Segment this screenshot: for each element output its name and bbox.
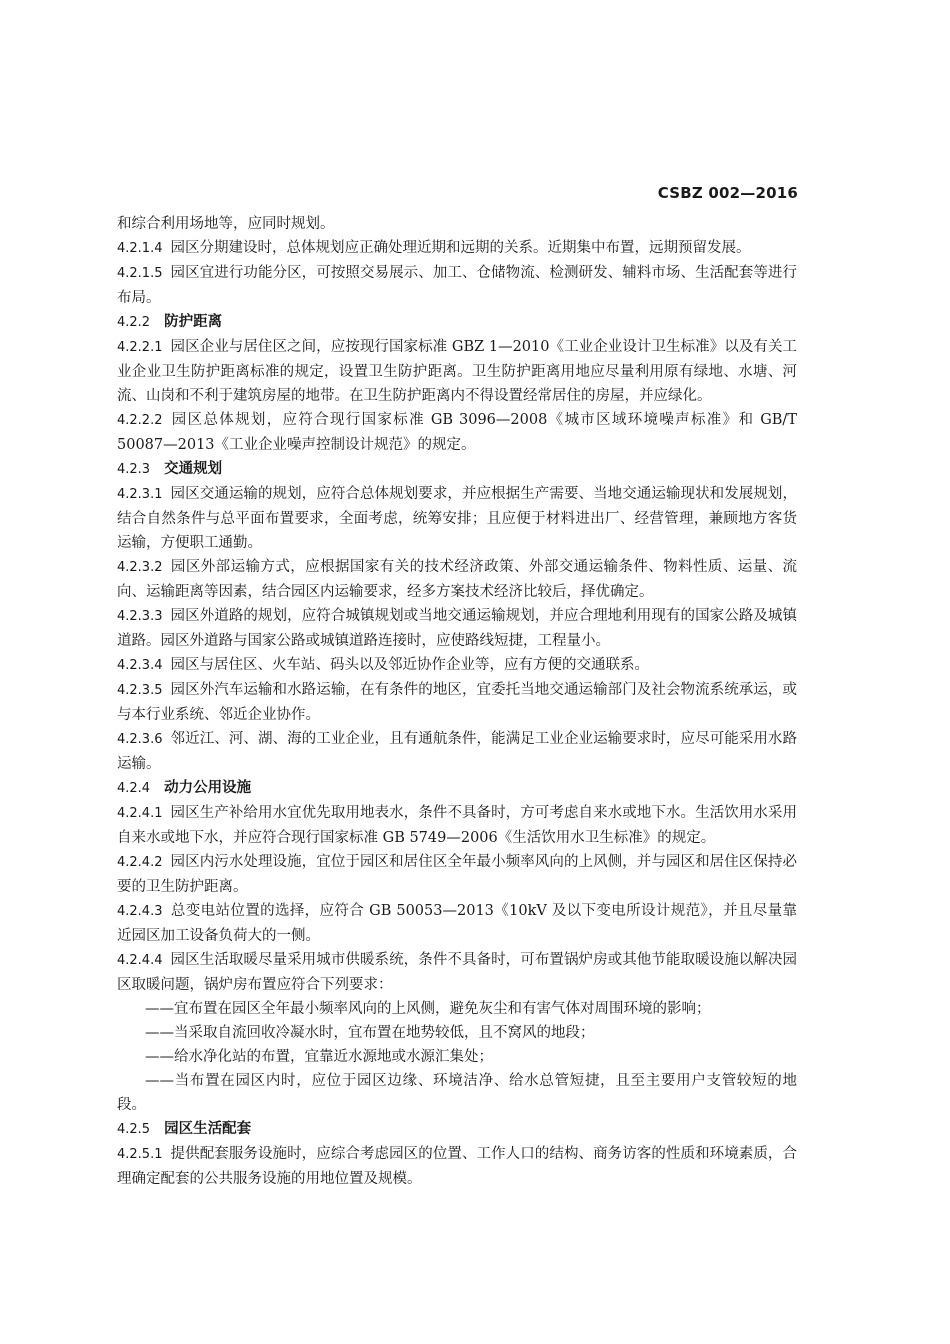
clause-text: ——给水净化站的布置，宜靠近水源地或水源汇集处；	[145, 1049, 493, 1065]
clause-number: 4.2.5	[117, 1122, 151, 1137]
clause-number: 4.2.3	[117, 462, 151, 477]
clause-number: 4.2.3.6	[117, 732, 163, 747]
clause-text: 园区生活取暖尽量采用城市供暖系统，条件不具备时，可布置锅炉房或其他节能取暖设施以解决园区取暖问题，锅炉房布置应符合下列要求：	[117, 952, 797, 993]
clause-text: 邻近江、河、湖、海的工业企业，且有通航条件，能满足工业企业运输要求时，应尽可能采用水路运输。	[117, 731, 797, 772]
clause-number: 4.2.4.4	[117, 953, 163, 968]
clause-paragraph	[117, 850, 797, 899]
clause-number: 4.2.4	[117, 781, 151, 796]
section-heading	[117, 457, 797, 482]
clause-text: 园区外部运输方式，应根据国家有关的技术经济政策、外部交通运输条件、物料性质、运量、流向、运输距离等因素，结合园区内运输要求，经多方案技术经济比较后，择优确定。	[117, 559, 797, 600]
clause-paragraph	[117, 801, 797, 850]
list-item	[117, 1021, 797, 1045]
clause-paragraph	[117, 261, 797, 310]
list-item	[117, 997, 797, 1021]
clause-text: 园区企业与居住区之间，应按现行国家标准 GBZ 1—2010《工业企业设计卫生标准》以及有关工业企业卫生防护距离标准的规定，设置卫生防护距离。卫生防护距离用地应尽量利用原有绿地、水塘、河流、山岗和不利于建筑房屋的地带。在卫生防护距离内不得设置经常居住的房屋，并应绿化。	[117, 339, 797, 404]
clause-paragraph	[117, 1142, 797, 1191]
clause-number: 4.2.2	[117, 315, 151, 330]
clause-number: 4.2.4.1	[117, 806, 163, 821]
clause-paragraph	[117, 899, 797, 948]
list-item	[117, 1045, 797, 1069]
clause-text: 园区分期建设时，总体规划应正确处理近期和远期的关系。近期集中布置，远期预留发展。	[170, 240, 751, 256]
clause-number: 4.2.3.3	[117, 609, 163, 624]
clause-number: 4.2.4.2	[117, 855, 163, 870]
clause-text: 园区外道路的规划，应符合城镇规划或当地交通运输规划，并应合理地利用现有的国家公路及城镇道路。园区外道路与国家公路或城镇道路连接时，应使路线短捷，工程量小。	[117, 608, 797, 649]
clause-number: 4.2.3.5	[117, 683, 163, 698]
document-code: CSBZ 002—2016	[657, 184, 798, 202]
clause-text: 和综合利用场地等，应同时规划。	[117, 216, 335, 232]
document-body	[117, 212, 797, 1191]
list-item	[117, 1069, 797, 1117]
clause-text: 园区与居住区、火车站、码头以及邻近协作企业等，应有方便的交通联系。	[170, 657, 649, 673]
clause-number: 4.2.3.1	[117, 487, 163, 502]
clause-text: 园区外汽车运输和水路运输，在有条件的地区，宜委托当地交通运输部门及社会物流系统承运，或与本行业系统、邻近企业协作。	[117, 682, 797, 723]
clause-text: 交通规划	[164, 461, 223, 477]
clause-text: 园区内污水处理设施，宜位于园区和居住区全年最小频率风向的上风侧，并与园区和居住区保持必要的卫生防护距离。	[117, 854, 797, 895]
clause-paragraph	[117, 408, 797, 457]
clause-paragraph	[117, 678, 797, 727]
clause-text: 防护距离	[164, 314, 223, 330]
clause-paragraph	[117, 212, 797, 236]
clause-number: 4.2.1.4	[117, 241, 163, 256]
clause-number: 4.2.3.4	[117, 658, 163, 673]
clause-text: 动力公用设施	[164, 780, 252, 796]
clause-paragraph	[117, 555, 797, 604]
clause-text: 总变电站位置的选择，应符合 GB 50053—2013《10kV 及以下变电所设计规范》，并且尽量靠近园区加工设备负荷大的一侧。	[117, 903, 797, 944]
section-heading	[117, 310, 797, 335]
clause-text: ——当布置在园区内时，应位于园区边缘、环境洁净、给水总管短捷，且至主要用户支管较短的地段。	[117, 1073, 797, 1113]
clause-text: 提供配套服务设施时，应综合考虑园区的位置、工作人口的结构、商务访客的性质和环境素质，合理确定配套的公共服务设施的用地位置及规模。	[117, 1146, 797, 1187]
clause-text: 园区总体规划，应符合现行国家标准 GB 3096—2008《城市区域环境噪声标准》和 GB/T 50087—2013《工业企业噪声控制设计规范》的规定。	[117, 412, 797, 453]
clause-number: 4.2.3.2	[117, 560, 163, 575]
clause-text: 园区生产补给用水宜优先取用地表水，条件不具备时，方可考虑自来水或地下水。生活饮用水采用自来水或地下水，并应符合现行国家标准 GB 5749—2006《生活饮用水卫生标准》的规定。	[117, 805, 797, 846]
clause-number: 4.2.2.1	[117, 340, 163, 355]
clause-paragraph	[117, 727, 797, 776]
clause-paragraph	[117, 482, 797, 555]
clause-number: 4.2.1.5	[117, 266, 163, 281]
clause-text: 园区生活配套	[164, 1121, 252, 1137]
clause-number: 4.2.4.3	[117, 904, 163, 919]
section-heading	[117, 1117, 797, 1142]
clause-paragraph	[117, 236, 797, 261]
clause-text: ——宜布置在园区全年最小频率风向的上风侧，避免灰尘和有害气体对周围环境的影响；	[145, 1001, 711, 1017]
clause-text: ——当采取自流回收冷凝水时，宜布置在地势较低，且不窝风的地段；	[145, 1025, 595, 1041]
clause-paragraph	[117, 948, 797, 997]
clause-number: 4.2.5.1	[117, 1147, 163, 1162]
clause-paragraph	[117, 335, 797, 408]
clause-text: 园区交通运输的规划，应符合总体规划要求，并应根据生产需要、当地交通运输现状和发展规划，结合自然条件与总平面布置要求，全面考虑，统筹安排；且应便于材料进出厂、经营管理，兼顾地方客货运输，方便职工通勤。	[117, 486, 797, 551]
section-heading	[117, 776, 797, 801]
clause-text: 园区宜进行功能分区，可按照交易展示、加工、仓储物流、检测研发、辅料市场、生活配套等进行布局。	[117, 265, 797, 306]
clause-paragraph	[117, 604, 797, 653]
clause-number: 4.2.2.2	[117, 413, 163, 428]
clause-paragraph	[117, 653, 797, 678]
